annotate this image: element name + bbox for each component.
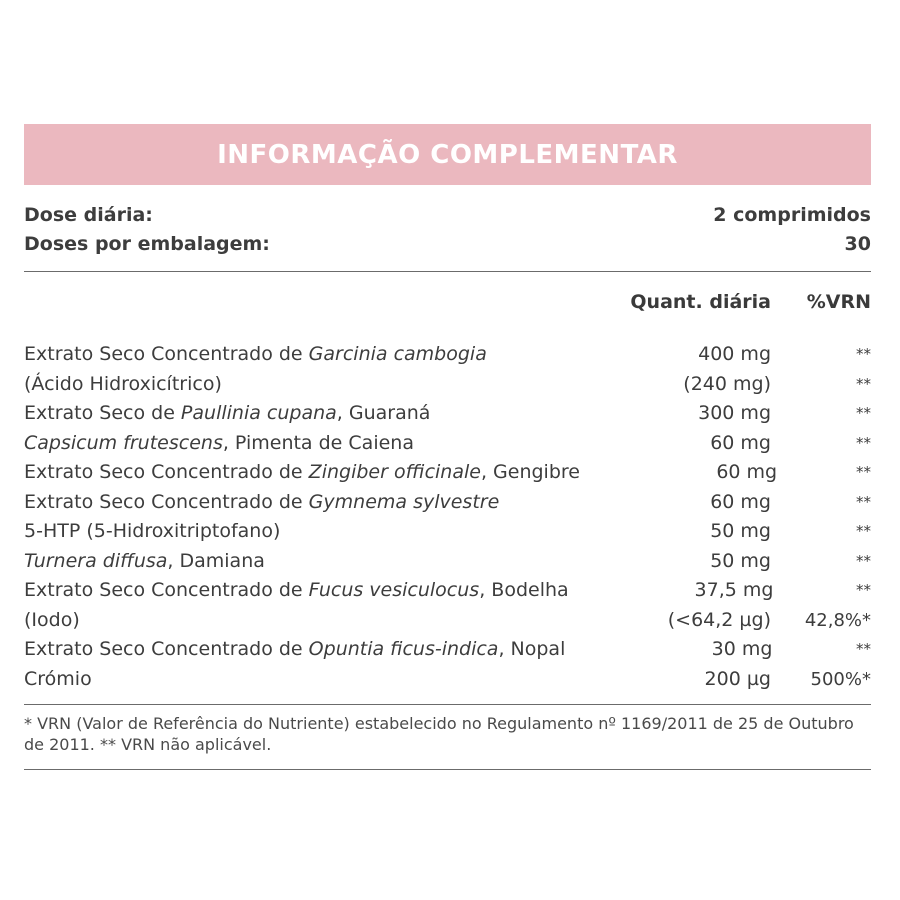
ingredient-name-text: Extrato Seco Concentrado de xyxy=(24,579,309,601)
daily-dose-value: 2 comprimidos xyxy=(713,204,871,226)
ingredient-vrn: ** xyxy=(856,433,871,452)
ingredient-name-text: (Ácido Hidroxicítrico) xyxy=(24,372,222,395)
ingredient-daily-quantity: 400 mg xyxy=(698,343,771,365)
ingredient-name-text: Extrato Seco Concentrado de xyxy=(24,343,309,365)
ingredient-latin-name: Gymnema sylvestre xyxy=(308,490,500,513)
ingredient-name-text: Extrato Seco Concentrado de xyxy=(24,638,309,660)
ingredient-name xyxy=(24,635,565,665)
header-title: INFORMAÇÃO COMPLEMENTAR xyxy=(217,139,678,170)
ingredient-daily-quantity: 60 mg xyxy=(710,490,771,513)
ingredient-latin-name: Fucus vesiculocus xyxy=(308,579,480,601)
doses-per-pack-label: Doses por embalagem: xyxy=(24,233,270,255)
header-bar xyxy=(24,124,871,185)
ingredient-common-name: , Guaraná xyxy=(336,402,431,424)
ingredient-latin-name: Turnera diffusa xyxy=(24,549,168,572)
footnote: * VRN (Valor de Referência do Nutriente) estabelecido no Regulamento nº 1169/2011 de 25 de Outubro de 2011. ** VRN não aplicável. xyxy=(24,713,871,770)
ingredient-daily-quantity: 300 mg xyxy=(698,402,771,424)
ingredient-name xyxy=(24,488,561,518)
ingredient-row xyxy=(24,576,871,606)
doses-per-pack-value: 30 xyxy=(844,233,871,255)
ingredient-daily-quantity: 50 mg xyxy=(710,549,771,572)
ingredient-common-name: , Pimenta de Caiena xyxy=(222,431,414,454)
ingredient-common-name: , Gengibre xyxy=(480,461,580,483)
ingredient-vrn: ** xyxy=(856,522,871,540)
ingredient-common-name: , Damiana xyxy=(167,549,265,572)
ingredient-name xyxy=(24,517,561,547)
column-header-vrn: %VRN xyxy=(806,291,871,313)
ingredient-row xyxy=(24,458,871,488)
ingredient-vrn: ** xyxy=(856,345,871,363)
daily-dose-row xyxy=(24,201,871,230)
ingredient-vrn: ** xyxy=(856,374,871,393)
dose-block xyxy=(24,201,871,272)
ingredient-vrn: ** xyxy=(856,463,871,481)
ingredient-row xyxy=(24,517,871,547)
supplement-info-panel xyxy=(24,124,871,770)
column-header-row xyxy=(24,286,871,318)
daily-dose-label: Dose diária: xyxy=(24,204,153,226)
ingredient-daily-quantity: 60 mg xyxy=(710,431,771,454)
ingredient-name xyxy=(24,458,580,488)
ingredient-row xyxy=(24,340,871,370)
ingredient-vrn: ** xyxy=(856,640,871,658)
ingredient-row xyxy=(24,606,871,636)
ingredient-vrn: ** xyxy=(856,551,871,570)
ingredient-latin-name: Zingiber officinale xyxy=(308,461,481,483)
ingredient-row xyxy=(24,370,871,400)
ingredient-name-text: Extrato Seco Concentrado de xyxy=(24,461,309,483)
ingredient-daily-quantity: 200 µg xyxy=(704,667,771,690)
ingredient-latin-name: Opuntia ficus-indica xyxy=(308,638,499,660)
ingredient-daily-quantity: 60 mg xyxy=(716,461,778,483)
ingredient-daily-quantity: (<64,2 µg) xyxy=(667,608,771,631)
ingredient-vrn: ** xyxy=(856,581,871,599)
ingredient-row xyxy=(24,399,871,429)
ingredient-name xyxy=(24,340,561,370)
ingredient-latin-name: Garcinia cambogia xyxy=(308,343,487,365)
ingredient-row xyxy=(24,547,871,577)
ingredient-row xyxy=(24,635,871,665)
ingredient-daily-quantity: (240 mg) xyxy=(683,372,771,395)
ingredient-name xyxy=(24,606,561,636)
ingredient-name xyxy=(24,547,561,577)
ingredient-row xyxy=(24,488,871,518)
ingredient-vrn: 500%* xyxy=(810,668,871,690)
ingredient-name xyxy=(24,399,561,429)
ingredient-name-text: 5-HTP (5-Hidroxitriptofano) xyxy=(24,520,281,542)
ingredient-name-text: Crómio xyxy=(24,667,92,690)
doses-per-pack-row xyxy=(24,230,871,259)
ingredient-vrn: ** xyxy=(856,492,871,511)
ingredient-latin-name: Capsicum frutescens xyxy=(24,431,223,454)
ingredient-name xyxy=(24,665,561,695)
ingredient-common-name: , Bodelha xyxy=(479,579,569,601)
ingredient-common-name: , Nopal xyxy=(498,638,566,660)
ingredient-daily-quantity: 50 mg xyxy=(710,520,771,542)
ingredient-row xyxy=(24,429,871,459)
ingredient-name xyxy=(24,576,569,606)
ingredient-name-text: Extrato Seco Concentrado de xyxy=(24,490,309,513)
ingredient-name-text: Extrato Seco de xyxy=(24,402,181,424)
ingredient-latin-name: Paullinia cupana xyxy=(180,402,337,424)
column-header-qty: Quant. diária xyxy=(630,291,771,313)
ingredients-table xyxy=(24,340,871,705)
ingredient-name xyxy=(24,429,561,459)
ingredient-row xyxy=(24,665,871,695)
ingredient-vrn: ** xyxy=(856,404,871,422)
ingredient-name xyxy=(24,370,561,400)
ingredient-daily-quantity: 30 mg xyxy=(711,638,773,660)
ingredient-vrn: 42,8%* xyxy=(804,609,871,631)
ingredient-daily-quantity: 37,5 mg xyxy=(694,579,774,601)
ingredient-name-text: (Iodo) xyxy=(24,608,80,631)
